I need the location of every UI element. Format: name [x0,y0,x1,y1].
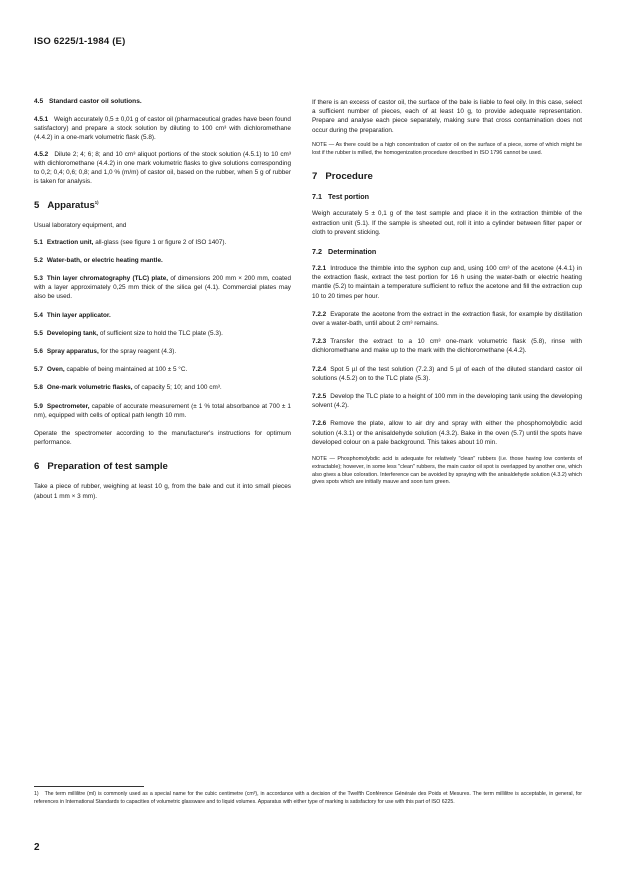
apparatus-item: 5.1 Extraction unit, all-glass (see figure 1 or figure 2 of ISO 1407). [34,238,227,246]
section-6-heading [34,461,291,472]
procedure-step: 7.2.5 Develop the TLC plate to a height of 100 mm in the developing tank using the developing solvent (4.2). [312,393,582,410]
note-phosphomolybdic: NOTE — Phosphomolybdic acid is adequate for relatively "clean" rubbers (i.e. those having low contents of extractable); however, in some less "clean" rubbers, the main castor oil spot is overlapped by another one, which also gives a blue coloration. Interference can be avoided by spraying with the anisaldehyde solution (4.3.2) which gives spots which are initially mauve and soon turn green. [312,456,582,486]
apparatus-item: 5.6 Spray apparatus, for the spray reagent (4.3). [34,348,177,356]
apparatus-item: 5.7 Oven, capable of being maintained at 100 ± 5 °C. [34,366,188,374]
section-7-1-heading [312,192,582,201]
section-6-text: Take a piece of rubber, weighing at least 10 g, from the bale and cut it into small pieces (about 1 mm × 3 mm). [34,483,291,500]
footnote-mark: 1) [34,791,39,797]
procedure-step: 7.2.1 Introduce the thimble into the syphon cup and, using 100 cm³ of the acetone (4.4.1) in the extraction flask, extract the test portion for 16 h using the water-bath or electric heating mantle (5.2) to maintain a temperature sufficient to reflux the acetone and fill the extraction cup 10 to 20 times per hour. [312,265,582,300]
section-number: 7.2 [312,247,322,257]
spectrometer-note: Operate the spectrometer according to the manufacturer's instructions for optimum performance. [34,430,291,447]
section-title: Procedure [325,171,373,183]
clause-number: 4.5.1 [34,116,49,123]
footnote [34,791,582,806]
procedure-step: 7.2.4 Spot 5 µl of the test solution (7.2.3) and 5 µl of each of the diluted standard castor oil solutions (4.5.2) on to the TLC plate (5.3). [312,365,582,382]
page-number: 2 [34,842,40,853]
right-column [312,98,582,495]
apparatus-item: 5.3 Thin layer chromatography (TLC) plate, of dimensions 200 mm × 200 mm, coated with a layer approximately 0,25 mm thick of the silica gel (4.1). Commercial plates may also be used. [34,275,291,301]
section-title: Determination [328,247,377,257]
test-portion-text: Weigh accurately 5 ± 0,1 g of the test sample and place it in the extraction thimble of the extraction unit (5.1). If the sample is sheeted out, roll it into a cylinder between filter paper or cloth to prevent sticking. [312,210,582,236]
apparatus-intro: Usual laboratory equipment, and [34,222,127,230]
section-4-5-heading [34,98,291,105]
apparatus-item: 5.5 Developing tank, of sufficient size to hold the TLC plate (5.3). [34,329,223,337]
section-title: Standard castor oil solutions. [49,98,142,105]
apparatus-item: 5.2 Water-bath, or electric heating mantle. [34,256,163,264]
procedure-step: 7.2.2 Evaporate the acetone from the extract in the extraction flask, for example by distillation over a water-bath, until about 2 cm³ remains. [312,310,582,328]
bale-paragraph: If there is an excess of castor oil, the surface of the bale is liable to feel oily. In this case, select a sufficient number of pieces, each of at least 10 g, to provide adequate representation. Prepare and analyse each piece separately, making sure that cross contamination does not occur during the preparation. [312,99,582,134]
document-id-header: ISO 6225/1-1984 (E) [34,36,126,47]
section-number: 4.5 [34,98,44,105]
footnote-ref: 1) [94,200,99,206]
footnote-text: The term millilitre (ml) is commonly used as a special name for the cubic centimetre (cm³), in accordance with a decision of the Twelfth Conférence Générale des Poids et Mesures. The term millilitre is acceptable, in general, for references in International Standards to capacities of volumetric glassware and to liquid volumes. Apparatus with either type of marking is satisfactory for use with this part of ISO 6225. [34,791,582,805]
section-number: 7.1 [312,192,322,202]
footnote-rule [34,786,144,787]
section-5-heading [34,200,291,211]
procedure-step: 7.2.6 Remove the plate, allow to air dry and spray with either the phosphomolybdic acid solution (4.3.1) or the anisaldehyde solution (4.3.2). Bake in the oven (5.7) until the spots have developed colour on a pale background. This takes about 10 min. [312,420,582,446]
apparatus-item: 5.8 One-mark volumetric flasks, of capacity 5; 10; and 100 cm³. [34,384,222,392]
section-number: 6 [34,461,40,473]
procedure-step: 7.2.3 Transfer the extract to a 10 cm³ one-mark volumetric flask (5.8), rinse with dichloromethane and make up to the mark with the dichloromethane (4.4.2). [312,338,582,355]
clause-number: 4.5.2 [34,150,49,158]
section-number: 7 [312,171,318,183]
apparatus-item: 5.9 Spectrometer, capable of accurate measurement (± 1 % total absorbance at 700 ± 1 nm), equipped with cells of optical path length 10 mm. [34,402,291,419]
section-7-2-heading [312,247,582,256]
clause-text: Dilute 2; 4; 6; 8; and 10 cm³ aliquot portions of the stock solution (4.5.1) to 10 cm³ with dichloromethane (4.4.2) in one mark volumetric flasks to give solutions corresponding to 0,2; 0,4; 0,6; 0,8; and 1,0 % (m/m) of castor oil, based on the rubber, when 5 g of rubber is taken for analysis. [34,150,291,186]
note-castor-oil: NOTE — As there could be a high concentration of castor oil on the surface of a piece, some of which might be lost if the rubber is milled, the homogenization procedure described in ISO 1796 cannot be used. [312,141,582,156]
apparatus-item: 5.4 Thin layer applicator. [34,311,111,319]
clause-text: Weigh accurately 0,5 ± 0,01 g of castor oil (pharmaceutical grades have been found satisfactory) and prepare a stock solution by diluting to 100 cm³ with dichloromethane (4.4.2) in a one-mark volumetric flask (5.8). [34,116,291,142]
section-7-heading [312,171,582,182]
section-title: Apparatus [47,200,95,212]
section-number: 5 [34,200,40,212]
clause-4-5-1 [34,115,291,143]
section-title: Preparation of test sample [47,461,168,473]
section-title: Test portion [328,192,369,202]
clause-4-5-2 [34,150,291,187]
left-column [34,98,291,508]
